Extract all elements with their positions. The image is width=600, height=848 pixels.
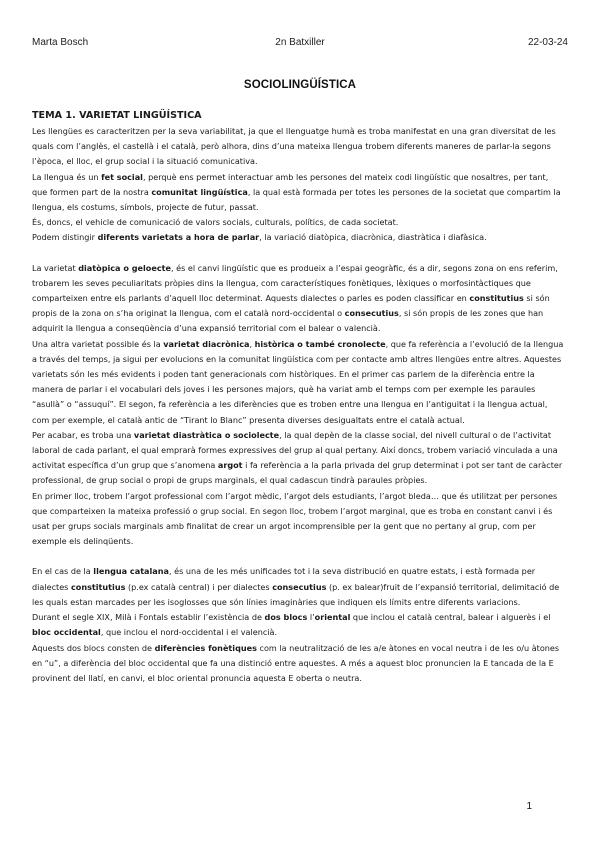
paragraph-2: La llengua és un fet social, perquè ens permet interactuar amb les persones del mateix codi lingüístic que nosaltres, per tant, que formen part de la nostra comunitat lingüística, la qual està formada per totes les persones de la societat que compartim la llengua, els costums, símbols, projecte de futur, passat. [32, 171, 561, 213]
page-number: 1 [526, 801, 532, 812]
spacer [32, 246, 566, 261]
header-course: 2n Batxiller [275, 37, 325, 48]
header-author: Marta Bosch [32, 37, 89, 48]
header-date: 22-03-24 [527, 37, 568, 48]
section-title: TEMA 1. VARIETAT LINGÜÍSTICA [32, 110, 202, 121]
paragraph-6: Una altra varietat possible és la varietat diacrònica, històrica o també cronolecte, que fa referència a l’evolució de la llengua a través del temps, ja sigui per evolucions en la comunitat lingüística com per contacte amb altres llengües entre altres. Aquestes varietats són les més evidents i poden tant generacionals com històriques. En el primer cas parlem de la diferència entre la manera de parlar i el vocabulari dels joves i les persones majors, què ha variat amb el temps com per exemple les paraules “asullà” o “assuquí”. El segon, fa referència a les diferències que es troben entre una llengua en l’antiguitat i la llengua actual, com per exemple, el català antic de “Tirant lo Blanc” presenta diverses desigualtats entre el català actual. [32, 338, 564, 425]
document-body [32, 108, 566, 686]
document-title: SOCIOLINGÜÍSTICA [243, 79, 357, 91]
paragraph-4: Podem distingir diferents varietats a hora de parlar, la variació diatòpica, diacrònica, diastràtica i diafàsica. [32, 232, 487, 243]
paragraph-11: Aquests dos blocs consten de diferències fonètiques com la neutralització de les a/e àtones en vocal neutra i de les o/u àtones en “u”, a diferència del bloc occidental que fa una distinció entre aquestes. A més a aquest bloc pronuncien la E tancada de la E provinent del llatí, en canvi, el bloc oriental pronuncia aquesta E oberta o neutra. [32, 642, 560, 683]
page-header [32, 37, 568, 51]
spacer [32, 549, 566, 564]
paragraph-8: En primer lloc, trobem l’argot professional com l’argot mèdic, l’argot dels estudiants, l’argot bleda… que és utilitzat per persones que comparteixen la mateixa professió o grup social. En segon lloc, trobem l’argot marginal, que es troba en constant canvi i és usat per grups socials marginals amb finalitat de crear un argot incomprensible per la gent que no pertany al grup, com per exemple els delinqüents. [32, 490, 558, 547]
paragraph-9: En el cas de la llengua catalana, és una de les més unificades tot i la seva distribució en quatre estats, i està formada per dialectes constitutius (p.ex català central) i per dialectes consecutius (p. ex balear)fruit de l’expansió territorial, delimitació de les quals estan marcades per les isoglosses que són línies imaginàries que indiquen els límits entre diferents variacions. [32, 566, 560, 607]
paragraph-10: Durant el segle XIX, Milà i Fontals establir l’existència de dos blocs l’oriental que inclou el català central, balear i alguerès i el bloc occidental, que inclou el nord-occidental i el valencià. [32, 612, 551, 638]
paragraph-5: La varietat diatòpica o geloecte, és el canvi lingüístic que es produeix a l’espai geogràfic, és a dir, segons zona on ens referim, trobarem les seves peculiaritats pròpies dins la llengua, com característiques fonètiques, lèxiques o morfosintàctiques que comparteixen entre els parlants d’aquell lloc determinat. Aquests dialectes o parles es poden classificar en constitutius si són propis de la zona on s’ha originat la llengua, com el català nord-occidental o consecutius, si són propis de les zones que han adquirit la llengua a conseqüència d’una expansió territorial com el balear o valencià. [32, 262, 558, 334]
paragraph-3: És, doncs, el vehicle de comunicació de valors socials, culturals, polítics, de cada societat. [32, 217, 399, 228]
paragraph-7: Per acabar, es troba una varietat diastràtica o sociolecte, la qual depèn de la classe social, del nivell cultural o de l’activitat laboral de cada parlant, el qual emprarà formes expressives del grup al qual pertany. Així doncs, trobem variació vinculada a una activitat específica d’un grup que s’anomena argot i fa referència a la parla privada del grup determinat i pot ser tant de caràcter professional, de grup social o propi de grups marginals, el qual cadascun tindrà paraules pròpies. [32, 429, 563, 486]
paragraph-1: Les llengües es caracteritzen per la seva variabilitat, ja que el llenguatge humà es troba manifestat en una gran diversitat de les quals com l’anglès, el castellà i el català, però alhora, dins d’una mateixa llengua trobem diferents maneres de parlar-la segons l’època, el lloc, el grup social i la situació comunicativa. [32, 126, 556, 167]
